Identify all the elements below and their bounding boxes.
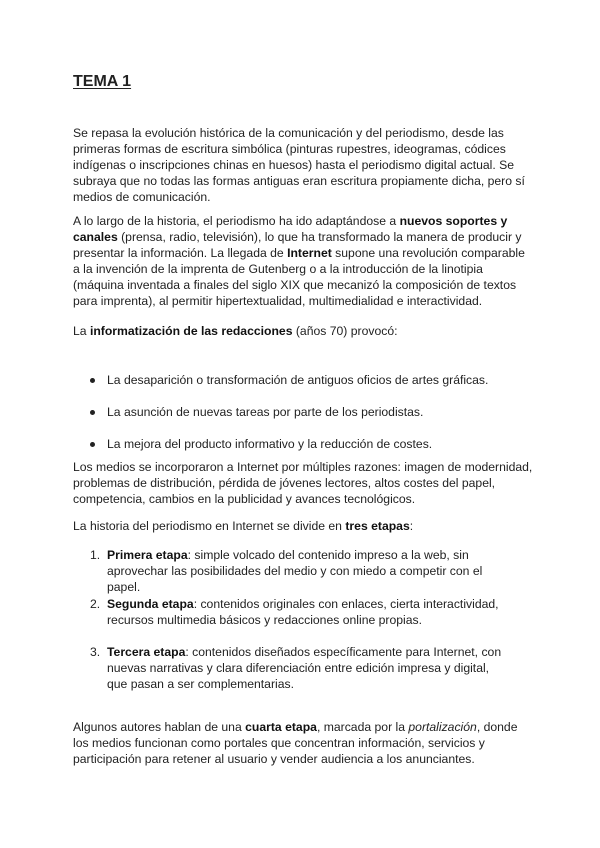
list-item-text: La asunción de nuevas tareas por parte de los periodistas.	[107, 405, 424, 419]
text-run: (prensa, radio, televisión), lo que ha transformado la manera de producir y presentar la información. La llegada de	[73, 230, 522, 260]
text-run: A lo largo de la historia, el periodismo ha ido adaptándose a	[73, 214, 400, 228]
bullet-icon	[90, 378, 95, 383]
bold-tres-etapas: tres etapas	[345, 519, 410, 533]
list-number: 3.	[90, 645, 101, 659]
text-run: La historia del periodismo en Internet se divide en	[73, 519, 346, 533]
document-page	[73, 72, 533, 766]
bullet-icon	[90, 442, 95, 447]
list-item	[73, 596, 512, 628]
list-number: 2.	[90, 597, 101, 611]
step-title: Segunda etapa	[107, 597, 194, 611]
paragraph-cuarta-etapa	[73, 719, 533, 767]
step-title: Primera etapa	[107, 548, 188, 562]
text-run: (años 70) provocó:	[292, 324, 398, 338]
bold-cuarta-etapa: cuarta etapa	[245, 720, 317, 734]
list-item-text: La desaparición o transformación de antiguos oficios de artes gráficas.	[107, 373, 489, 387]
italic-portalizacion: portalización	[408, 720, 477, 734]
bold-internet: Internet	[287, 246, 332, 260]
text-run: , marcada por la	[316, 720, 409, 734]
paragraph-etapas	[73, 518, 533, 534]
bold-nuevos-soportes: nuevos soportes y canales	[73, 214, 508, 244]
step-title: Tercera etapa	[107, 645, 186, 659]
text-run: :	[409, 519, 414, 533]
list-item	[73, 436, 533, 452]
paragraph-informatizacion	[73, 323, 533, 339]
step-text: : simple volcado del contenido impreso a la web, sin aprovechar las posibilidades del medio y con miedo a competir con el papel.	[107, 548, 483, 594]
list-item-text: La mejora del producto informativo y la reducción de costes.	[107, 437, 433, 451]
text-run: supone una revolución comparable a la invención de la imprenta de Gutenberg o a la introducción de la linotipia (máquina inventada a finales del siglo XIX que mecanizó la composición de textos para imprenta), al permitir hipertextualidad, multimedialidad e interactividad.	[73, 246, 525, 308]
list-item	[73, 372, 533, 388]
paragraph-intro: Se repasa la evolución histórica de la comunicación y del periodismo, desde las primeras formas de escritura simbólica (pinturas rupestres, ideogramas, códices indígenas o inscripciones chinas en huesos) hasta el periodismo digital actual. Se subraya que no todas las formas antiguas eran escritura propiamente dicha, pero sí medios de comunicación.	[73, 126, 525, 204]
step-text: : contenidos originales con enlaces, cierta interactividad, recursos multimedia básicos y redacciones online propias.	[107, 597, 499, 627]
document-title: TEMA 1	[73, 73, 132, 90]
paragraph-razones: Los medios se incorporaron a Internet por múltiples razones: imagen de modernidad, problemas de distribución, pérdida de jóvenes lectores, altos costes del papel, competencia, cambios en la publicidad y avances tecnológicos.	[73, 460, 533, 506]
list-number: 1.	[90, 548, 101, 562]
text-run: Algunos autores hablan de una	[73, 720, 246, 734]
list-item	[73, 547, 512, 595]
text-run: , donde los medios funcionan como portales que concentran información, servicios y participación para retener al usuario y vender audiencia a los anunciantes.	[73, 720, 518, 766]
list-item	[73, 404, 533, 420]
bold-informatizacion: informatización de las redacciones	[89, 324, 293, 338]
paragraph-soportes	[73, 213, 533, 309]
step-text: : contenidos diseñados específicamente para Internet, con nuevas narrativas y clara diferenciación entre edición impresa y digital, que pasan a ser complementarias.	[107, 645, 502, 691]
list-item	[73, 644, 512, 692]
bullet-icon	[90, 410, 95, 415]
text-run: La	[73, 324, 90, 338]
